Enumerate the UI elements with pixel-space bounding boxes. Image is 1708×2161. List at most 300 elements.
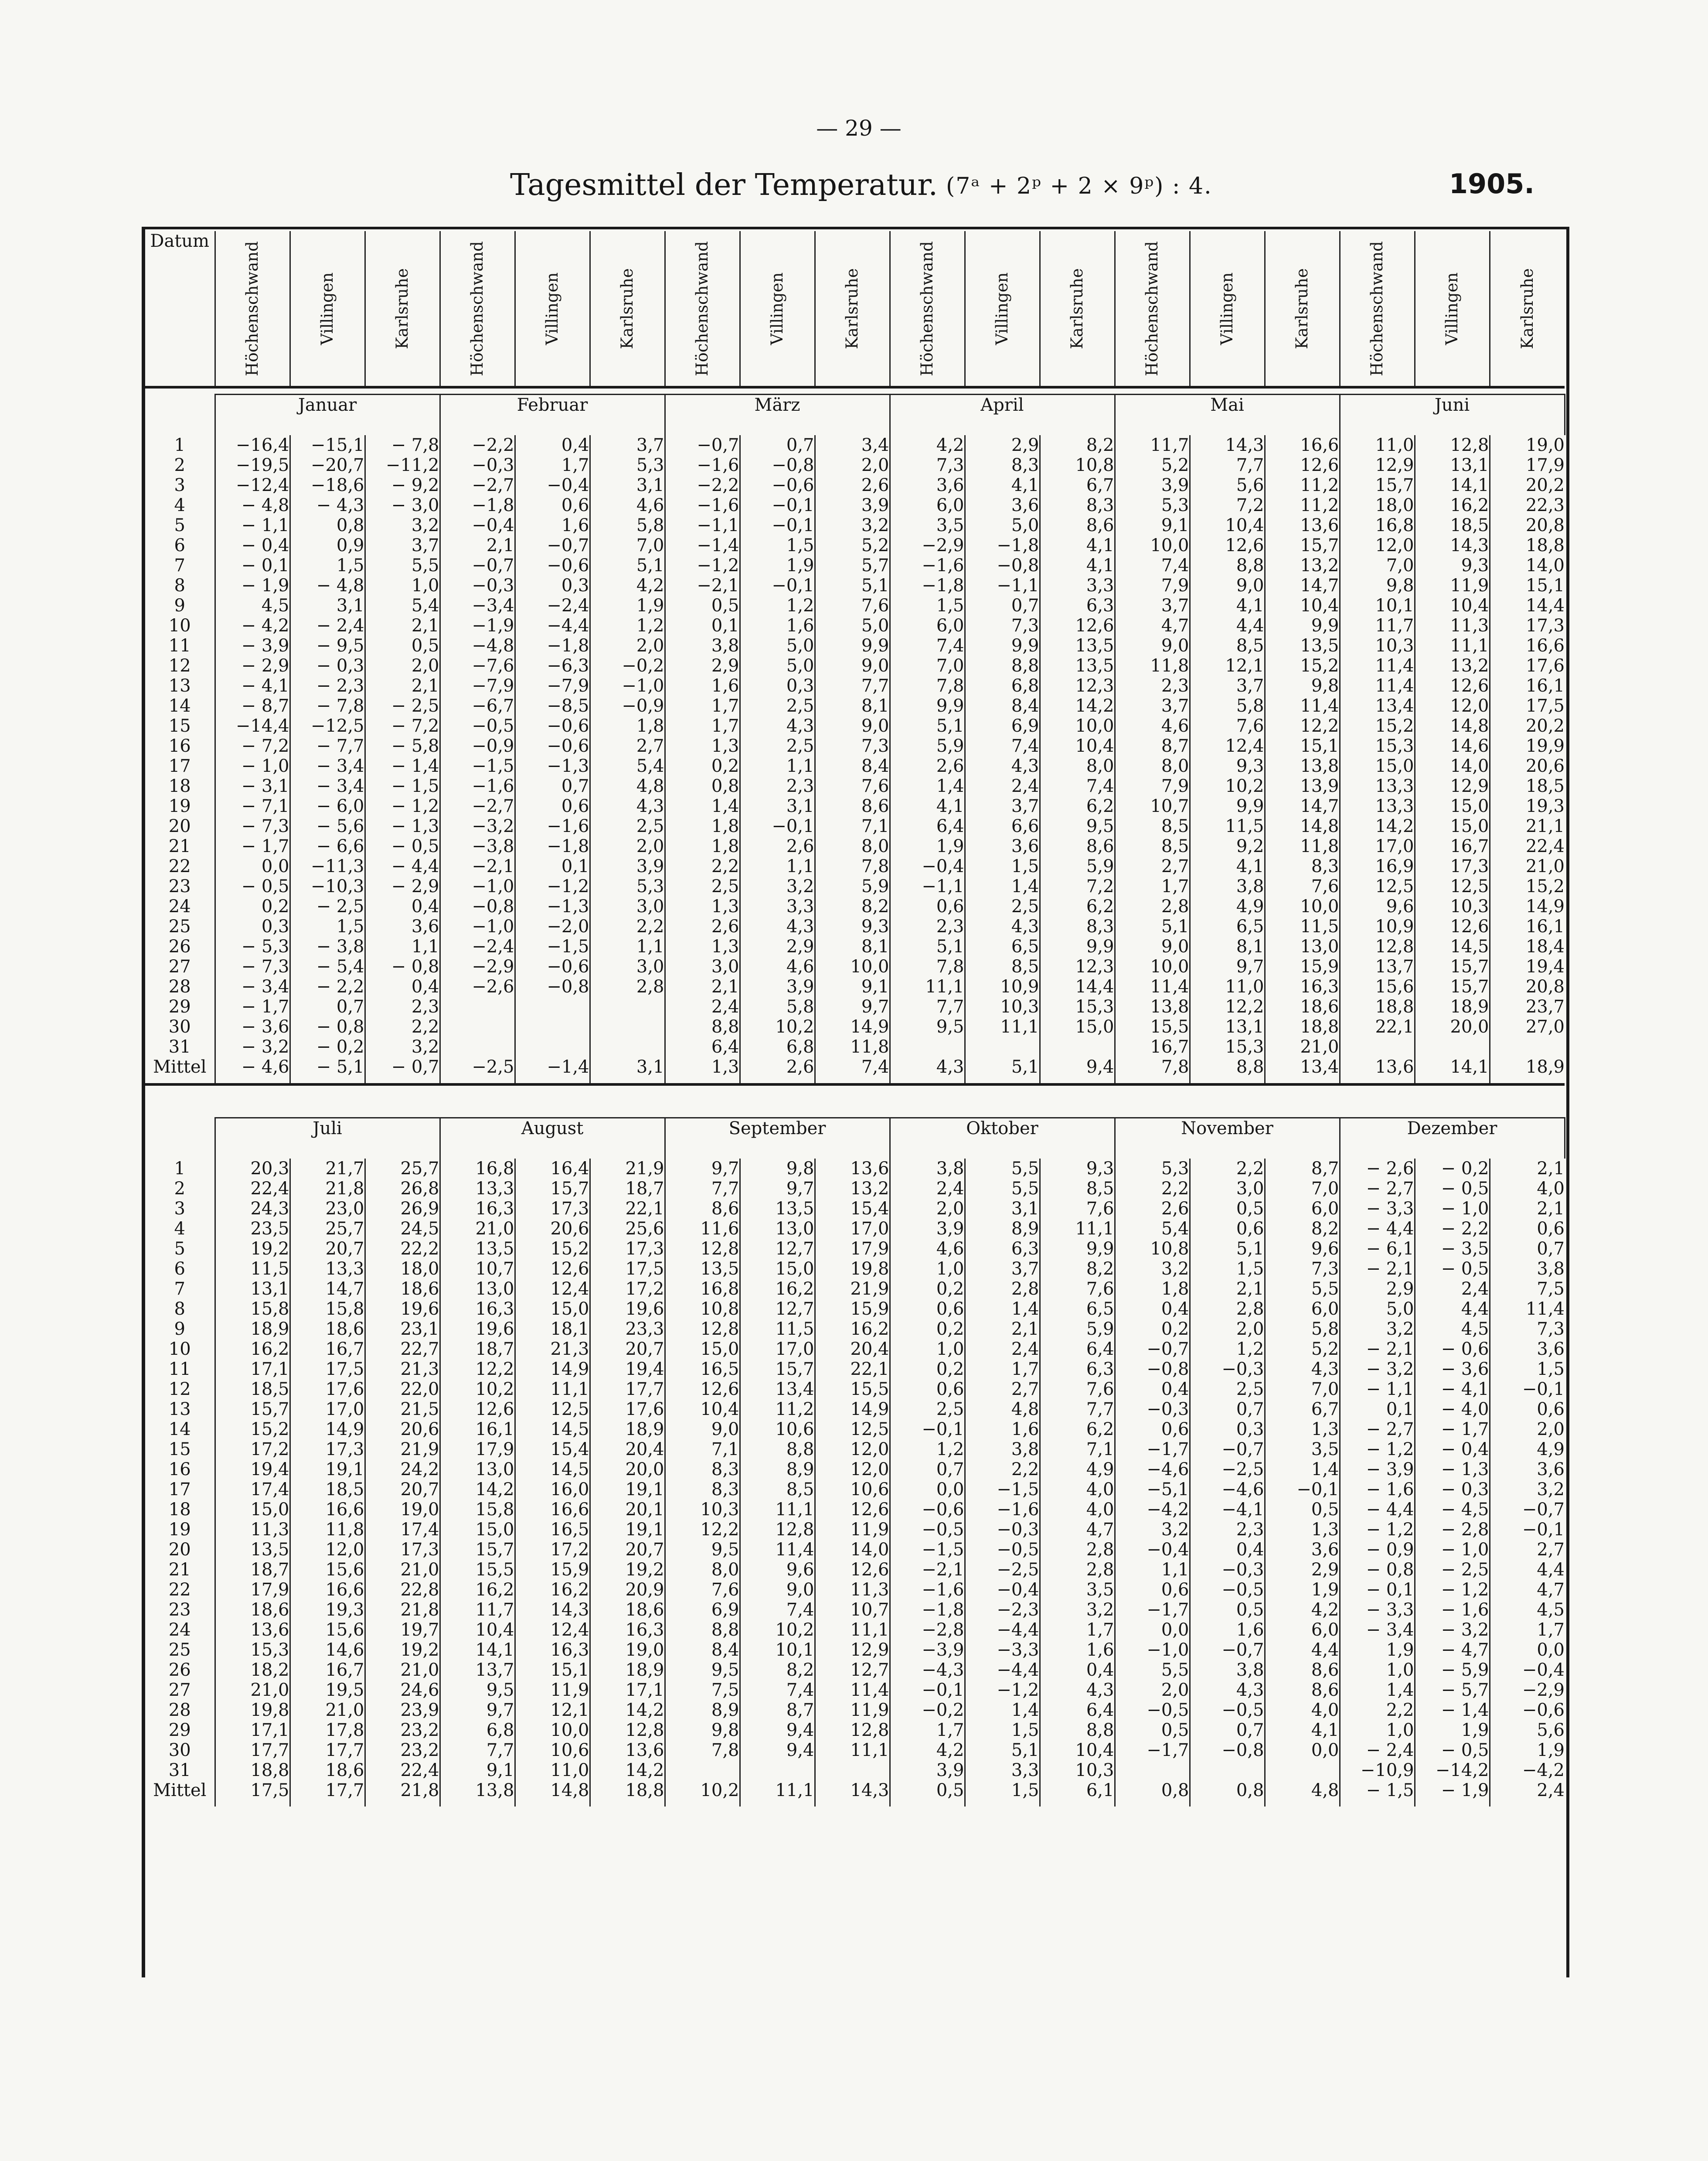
temperature-value: 23,5 [250, 1219, 289, 1239]
temperature-value: 15,8 [325, 1299, 364, 1319]
temperature-value: 2,6 [711, 917, 739, 937]
temperature-value: 4,1 [1086, 556, 1114, 576]
temperature-value: 19,8 [850, 1259, 889, 1279]
temperature-value: 21,0 [400, 1560, 439, 1580]
temperature-value: 12,6 [1225, 535, 1264, 556]
temperature-value: 9,0 [786, 1580, 814, 1600]
temperature-value: 13,5 [250, 1540, 289, 1560]
value-cell [1190, 1560, 1265, 1660]
temperature-value: 18,5 [325, 1479, 364, 1500]
temperature-value: 10,0 [1300, 896, 1339, 917]
station-header [665, 231, 740, 387]
temperature-value: 6,0 [1311, 1199, 1339, 1219]
temperature-value: 2,2 [411, 1017, 439, 1037]
temperature-value: −1,6 [922, 556, 964, 576]
temperature-value: 6,3 [1086, 1359, 1114, 1379]
temperature-value: 13,6 [1300, 515, 1339, 535]
temperature-value: 10,4 [1450, 596, 1489, 616]
temperature-value: 2,7 [1537, 1540, 1565, 1560]
temperature-value: − 2,4 [316, 616, 364, 636]
temperature-value: 18,6 [325, 1760, 364, 1780]
temperature-value: − 7,3 [241, 957, 289, 977]
temperature-value: 23,7 [1525, 997, 1565, 1017]
temperature-value: 3,2 [1086, 1600, 1114, 1620]
temperature-value: 3,6 [1537, 1459, 1565, 1479]
day-group-row [145, 1159, 1565, 1259]
temperature-value: 5,0 [786, 656, 814, 676]
temperature-value: 9,0 [1236, 576, 1264, 596]
temperature-value: 10,6 [775, 1419, 814, 1439]
temperature-value: 13,1 [1225, 1017, 1264, 1037]
day-number: 28 [168, 977, 191, 997]
value-cell [290, 1459, 365, 1560]
temperature-value: 5,6 [1537, 1720, 1565, 1740]
temperature-value: 18,6 [1300, 997, 1339, 1017]
temperature-value: 1,2 [636, 616, 664, 636]
temperature-value: 6,8 [486, 1720, 514, 1740]
temperature-value: 0,1 [1386, 1399, 1414, 1419]
value-cell [215, 836, 290, 937]
temperature-value: 9,9 [1236, 796, 1264, 816]
temperature-value: 24,5 [400, 1219, 439, 1239]
value-cell [815, 1259, 890, 1359]
temperature-value: 19,9 [1525, 736, 1565, 756]
temperature-value: 7,7 [1236, 455, 1264, 475]
temperature-value: 2,4 [936, 1179, 964, 1199]
day-number: 11 [168, 636, 191, 656]
month-row [145, 395, 1565, 436]
temperature-value: 15,4 [550, 1439, 589, 1459]
temperature-value: − 3,1 [241, 776, 289, 796]
mittel-label: Mittel [145, 1057, 215, 1084]
temperature-value: 7,4 [936, 636, 964, 656]
value-cell [815, 1459, 890, 1560]
day-number: 29 [168, 997, 191, 1017]
temperature-value: 13,8 [1150, 997, 1189, 1017]
temperature-value [516, 1037, 589, 1057]
temperature-value: −1,2 [997, 1680, 1039, 1700]
temperature-value: −1,8 [472, 495, 514, 515]
value-cell [365, 1359, 440, 1459]
temperature-value: −0,5 [472, 716, 514, 736]
temperature-value: 1,6 [786, 616, 814, 636]
temperature-value: −1,6 [547, 816, 589, 836]
temperature-value: −4,8 [472, 636, 514, 656]
temperature-value: 2,7 [1161, 856, 1189, 876]
day-number: 5 [174, 1239, 185, 1259]
temperature-value: 19,3 [325, 1600, 364, 1620]
temperature-value: 7,2 [1236, 495, 1264, 515]
temperature-value: 19,8 [250, 1700, 289, 1720]
value-cell [215, 1660, 290, 1780]
temperature-value: −12,5 [310, 716, 364, 736]
temperature-value: 11,1 [1075, 1219, 1114, 1239]
value-cell [665, 435, 740, 535]
temperature-value: 7,7 [711, 1179, 739, 1199]
temperature-value: 9,2 [1236, 836, 1264, 856]
temperature-value: 12,6 [850, 1560, 889, 1580]
station-name: Villingen [1218, 272, 1236, 345]
temperature-value: 1,4 [936, 776, 964, 796]
station-header [290, 231, 365, 387]
temperature-value: 5,6 [1236, 475, 1264, 495]
temperature-value: −0,8 [772, 455, 814, 475]
value-cell [1190, 1359, 1265, 1459]
mittel-value: 1,5 [965, 1780, 1040, 1807]
temperature-value: 11,6 [700, 1219, 739, 1239]
temperature-value: 6,6 [1011, 816, 1039, 836]
temperature-value: 9,9 [1086, 1239, 1114, 1259]
temperature-value: 17,2 [250, 1439, 289, 1459]
value-cell [1415, 736, 1490, 836]
value-cell [365, 1159, 440, 1259]
value-cell [890, 937, 965, 1057]
temperature-value: 20,8 [1525, 515, 1565, 535]
temperature-value: 20,4 [850, 1339, 889, 1359]
temperature-value: 16,2 [550, 1580, 589, 1600]
day-number: 8 [174, 576, 185, 596]
month-name: September [665, 1118, 890, 1159]
temperature-value: 4,8 [636, 776, 664, 796]
value-cell [215, 636, 290, 736]
temperature-value: 6,2 [1086, 796, 1114, 816]
temperature-value: 0,4 [1086, 1660, 1114, 1680]
temperature-value: 7,4 [1161, 556, 1189, 576]
temperature-value: − 2,1 [1366, 1259, 1414, 1279]
temperature-value: 2,5 [1011, 896, 1039, 917]
temperature-value: 2,3 [1161, 676, 1189, 696]
temperature-value: 2,9 [786, 937, 814, 957]
temperature-value: − 3,3 [1366, 1199, 1414, 1219]
temperature-value: 11,4 [1300, 696, 1339, 716]
temperature-value: 3,0 [636, 957, 664, 977]
temperature-value: 10,3 [1000, 997, 1039, 1017]
temperature-value: 25,7 [400, 1159, 439, 1179]
temperature-value: 4,9 [1537, 1439, 1565, 1459]
temperature-value: 2,4 [1461, 1279, 1489, 1299]
temperature-value: 7,6 [861, 596, 889, 616]
temperature-value: 11,4 [775, 1540, 814, 1560]
temperature-value: 8,8 [786, 1439, 814, 1459]
value-cell [1115, 535, 1190, 636]
day-number: 13 [168, 1399, 191, 1419]
station-header [1490, 231, 1565, 387]
value-cell [890, 535, 965, 636]
temperature-value: −1,6 [472, 776, 514, 796]
year: 1905. [1449, 168, 1534, 200]
temperature-value: 10,4 [1225, 515, 1264, 535]
block-separator [145, 1084, 1565, 1112]
day-number: 18 [168, 1500, 191, 1520]
temperature-value: 6,4 [711, 1037, 739, 1057]
temperature-value: 2,1 [1011, 1319, 1039, 1339]
temperature-value: 19,4 [1525, 957, 1565, 977]
temperature-value: 0,2 [1161, 1319, 1189, 1339]
temperature-value: 12,0 [850, 1459, 889, 1479]
day-group-row [145, 937, 1565, 1057]
value-cell [1415, 1560, 1490, 1660]
station-name: Karlsruhe [1068, 268, 1086, 349]
value-cell [1415, 1359, 1490, 1459]
value-cell [1190, 435, 1265, 535]
temperature-value: 1,3 [1311, 1520, 1339, 1540]
temperature-value: −1,6 [697, 455, 739, 475]
temperature-value: 4,3 [1086, 1680, 1114, 1700]
value-cell [1115, 435, 1190, 535]
temperature-value: −0,7 [697, 435, 739, 455]
temperature-value: 17,9 [1525, 455, 1565, 475]
temperature-value: 3,7 [411, 535, 439, 556]
temperature-value: 12,1 [1225, 656, 1264, 676]
temperature-value: 10,0 [550, 1720, 589, 1740]
temperature-value: − 2,7 [1366, 1419, 1414, 1439]
value-cell [1340, 1660, 1415, 1780]
temperature-value: 18,5 [1525, 776, 1565, 796]
temperature-value: 13,0 [475, 1459, 514, 1479]
temperature-value: −0,3 [997, 1520, 1039, 1540]
temperature-value: 5,9 [1086, 856, 1114, 876]
temperature-value: 14,8 [1300, 816, 1339, 836]
temperature-value: 11,9 [1450, 576, 1489, 596]
temperature-value: −20,7 [310, 455, 364, 475]
temperature-value: 5,1 [636, 556, 664, 576]
temperature-value: 2,9 [1386, 1279, 1414, 1299]
temperature-value: 16,1 [1525, 676, 1565, 696]
temperature-value: − 1,3 [1441, 1459, 1489, 1479]
mittel-value: 18,8 [590, 1780, 665, 1807]
temperature-value: 8,3 [711, 1479, 739, 1500]
temperature-value: 20,6 [550, 1219, 589, 1239]
temperature-value: 8,6 [1086, 515, 1114, 535]
temperature-value: 15,0 [1450, 816, 1489, 836]
temperature-value: 3,6 [411, 917, 439, 937]
temperature-value: 1,1 [411, 937, 439, 957]
day-labels [145, 1459, 215, 1560]
temperature-value: 21,0 [1525, 856, 1565, 876]
temperature-value: 3,0 [636, 896, 664, 917]
temperature-value: −1,1 [997, 576, 1039, 596]
value-cell [1340, 535, 1415, 636]
temperature-value: 11,0 [550, 1760, 589, 1780]
value-cell [290, 1359, 365, 1459]
temperature-value: −14,2 [1435, 1760, 1489, 1780]
temperature-value: 7,4 [786, 1600, 814, 1620]
temperature-value: − 5,6 [316, 816, 364, 836]
station-name: Höchenschwand [1368, 241, 1386, 376]
temperature-value: 7,6 [861, 776, 889, 796]
temperature-value: 9,8 [1311, 676, 1339, 696]
temperature-value: −0,1 [772, 515, 814, 535]
day-number: 25 [168, 1640, 191, 1660]
value-cell [1115, 937, 1190, 1057]
temperature-value: 1,2 [936, 1439, 964, 1459]
temperature-value: 3,1 [636, 475, 664, 495]
temperature-value: − 3,4 [241, 977, 289, 997]
temperature-value: 23,9 [400, 1700, 439, 1720]
temperature-value: − 1,5 [391, 776, 439, 796]
temperature-value: 1,7 [1161, 876, 1189, 896]
temperature-value: 21,0 [475, 1219, 514, 1239]
temperature-value: 15,3 [1075, 997, 1114, 1017]
temperature-value: 7,7 [861, 676, 889, 696]
temperature-value: 18,9 [1450, 997, 1489, 1017]
temperature-value [441, 1017, 514, 1037]
temperature-value: 17,3 [550, 1199, 589, 1219]
temperature-value: 17,1 [625, 1680, 664, 1700]
station-header [1115, 231, 1190, 387]
temperature-value: 16,6 [1525, 636, 1565, 656]
temperature-value: 5,1 [861, 576, 889, 596]
day-number: 25 [168, 917, 191, 937]
temperature-value: 4,2 [1311, 1600, 1339, 1620]
temperature-value: 12,8 [625, 1720, 664, 1740]
value-cell [1040, 636, 1115, 736]
temperature-value: −1,8 [547, 836, 589, 856]
temperature-value: 18,7 [250, 1560, 289, 1580]
temperature-value: 14,9 [850, 1399, 889, 1419]
temperature-value [966, 1037, 1039, 1057]
temperature-value: 0,0 [1311, 1740, 1339, 1760]
temperature-value: 8,7 [1161, 736, 1189, 756]
temperature-value: 1,3 [711, 896, 739, 917]
temperature-value: 2,0 [1161, 1680, 1189, 1700]
temperature-value: 9,0 [861, 656, 889, 676]
temperature-value: 17,0 [1375, 836, 1414, 856]
temperature-value: 7,1 [1086, 1439, 1114, 1459]
temperature-value: 12,3 [1075, 957, 1114, 977]
value-cell [1490, 1259, 1565, 1359]
temperature-value: 15,2 [1525, 876, 1565, 896]
temperature-value: 16,2 [475, 1580, 514, 1600]
day-number: 7 [174, 556, 185, 576]
temperature-value: 11,9 [850, 1700, 889, 1720]
temperature-value: −0,8 [997, 556, 1039, 576]
value-cell [365, 1660, 440, 1780]
temperature-value: 8,3 [711, 1459, 739, 1479]
temperature-value: 11,1 [850, 1620, 889, 1640]
temperature-value: 4,2 [936, 435, 964, 455]
value-cell [740, 937, 815, 1057]
temperature-value: − 1,2 [1441, 1580, 1489, 1600]
temperature-value: 1,6 [1011, 1419, 1039, 1439]
temperature-value: 10,9 [1375, 917, 1414, 937]
temperature-value: 1,4 [1011, 1299, 1039, 1319]
temperature-value: 9,7 [1236, 957, 1264, 977]
station-header [590, 231, 665, 387]
temperature-value: −4,2 [1522, 1760, 1565, 1780]
mittel-value: 3,1 [590, 1057, 665, 1084]
temperature-value: 7,3 [1537, 1319, 1565, 1339]
station-header [365, 231, 440, 387]
mittel-value: 14,3 [815, 1780, 890, 1807]
day-number: 27 [168, 1680, 191, 1700]
temperature-value: 1,9 [1311, 1580, 1339, 1600]
value-cell [1265, 1259, 1340, 1359]
value-cell [1490, 1359, 1565, 1459]
temperature-value: −7,6 [472, 656, 514, 676]
value-cell [815, 535, 890, 636]
temperature-value: 2,1 [1537, 1199, 1565, 1219]
temperature-value: 16,3 [1300, 977, 1339, 997]
temperature-value: 4,4 [1537, 1560, 1565, 1580]
mittel-value: 10,2 [665, 1780, 740, 1807]
temperature-value: 15,9 [850, 1299, 889, 1319]
day-labels [145, 1560, 215, 1660]
day-number: 18 [168, 776, 191, 796]
value-cell [890, 736, 965, 836]
temperature-value: 20,7 [400, 1479, 439, 1500]
value-cell [1265, 1560, 1340, 1660]
mittel-value: −1,4 [515, 1057, 590, 1084]
value-cell [1115, 1259, 1190, 1359]
temperature-value: 6,9 [711, 1600, 739, 1620]
temperature-value: 11,5 [1225, 816, 1264, 836]
temperature-value: 5,7 [861, 556, 889, 576]
temperature-value: −2,7 [472, 796, 514, 816]
temperature-value: 13,0 [475, 1279, 514, 1299]
value-cell [665, 1159, 740, 1259]
temperature-value: 12,6 [1075, 616, 1114, 636]
temperature-value: 2,5 [1236, 1379, 1264, 1399]
temperature-value: 13,1 [1450, 455, 1489, 475]
day-number: 9 [174, 1319, 185, 1339]
formula: (7ᵃ + 2ᵖ + 2 × 9ᵖ) : 4. [946, 173, 1212, 199]
temperature-value: 2,9 [711, 656, 739, 676]
value-cell [965, 736, 1040, 836]
temperature-value: 4,2 [636, 576, 664, 596]
temperature-value: 15,0 [1075, 1017, 1114, 1037]
day-number: 3 [174, 475, 185, 495]
temperature-value: 6,9 [1011, 716, 1039, 736]
temperature-value: 15,0 [1450, 796, 1489, 816]
temperature-value: 0,0 [261, 856, 289, 876]
day-group-row [145, 636, 1565, 736]
day-group-row [145, 1459, 1565, 1560]
temperature-value: 1,9 [786, 556, 814, 576]
temperature-value: 5,1 [1011, 1740, 1039, 1760]
temperature-value: − 6,0 [316, 796, 364, 816]
temperature-value: 11,4 [1525, 1299, 1565, 1319]
value-cell [1415, 1159, 1490, 1259]
temperature-value: 8,0 [861, 836, 889, 856]
temperature-value: − 1,7 [241, 997, 289, 1017]
temperature-value: − 0,5 [241, 876, 289, 896]
mittel-value: 13,8 [440, 1780, 515, 1807]
temperature-value: 14,4 [1525, 596, 1565, 616]
value-cell [290, 1159, 365, 1259]
temperature-value: 18,6 [625, 1600, 664, 1620]
temperature-value: 10,4 [700, 1399, 739, 1419]
temperature-value: −2,2 [697, 475, 739, 495]
temperature-value: 13,6 [250, 1620, 289, 1640]
temperature-value: 2,6 [936, 756, 964, 776]
value-cell [590, 1459, 665, 1560]
temperature-value: 3,6 [1311, 1540, 1339, 1560]
value-cell [1190, 535, 1265, 636]
temperature-value: 16,6 [1300, 435, 1339, 455]
temperature-value: − 3,0 [391, 495, 439, 515]
value-cell [665, 836, 740, 937]
temperature-value: 19,2 [625, 1560, 664, 1580]
temperature-value: 7,8 [936, 957, 964, 977]
value-cell [365, 836, 440, 937]
temperature-value: 22,1 [850, 1359, 889, 1379]
value-cell [1040, 1459, 1115, 1560]
temperature-value: 22,7 [400, 1339, 439, 1359]
temperature-value: 1,7 [1011, 1359, 1039, 1379]
temperature-value: − 7,2 [391, 716, 439, 736]
temperature-value: 8,5 [786, 1479, 814, 1500]
